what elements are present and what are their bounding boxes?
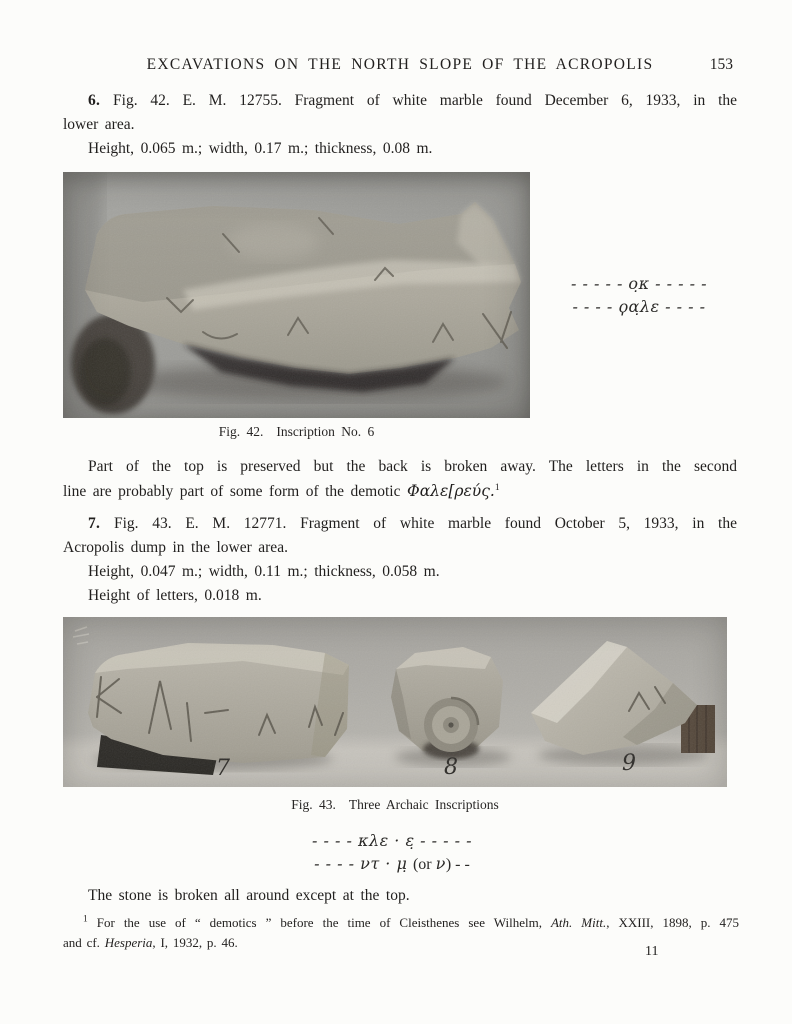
inscription-43-reading xyxy=(63,829,721,876)
entry-6 xyxy=(63,89,737,161)
entry-6-dimensions: Height, 0.065 m.; width, 0.17 m.; thickness, 0.08 m. xyxy=(88,140,433,157)
footnote-text: and cf. xyxy=(63,935,105,950)
greek-demotic: Φαλε[ρεύς. xyxy=(407,482,495,500)
entry-number: 6. xyxy=(88,92,101,109)
reading-greek: - - - - ντ · μ̣ xyxy=(314,854,413,873)
figure-42-caption xyxy=(63,424,530,440)
footnote-line-2 xyxy=(63,933,739,953)
entry-number: 7. xyxy=(88,515,101,532)
footnote-text: , XXIII, 1898, p. 475 xyxy=(606,915,739,930)
reading-roman: (or xyxy=(412,856,436,873)
running-title: EXCAVATIONS ON THE NORTH SLOPE OF THE ACROPOLIS xyxy=(146,56,654,73)
footnote-citation-italic: Hesperia xyxy=(104,935,153,950)
reading-line: - - - - ϙα̣λε - - - - xyxy=(572,297,706,316)
footnote-marker: 1 xyxy=(83,914,88,925)
commentary-line-2 xyxy=(63,479,737,504)
footnote-text: , I, 1932, p. 46. xyxy=(152,935,238,950)
commentary-text: line are probably part of some form of the demotic xyxy=(63,483,407,500)
stone-label-8: 8 xyxy=(444,755,458,780)
figure-title: Inscription No. 6 xyxy=(276,424,375,439)
footnote xyxy=(63,913,739,953)
footnote-line-1 xyxy=(63,913,739,933)
page-header xyxy=(63,56,737,74)
figure-label: Fig. 43. xyxy=(291,797,336,812)
entry-7-text: Fig. 43. E. M. 12771. Fragment of white marble found October 5, 1933, in the xyxy=(113,515,737,532)
stone-label-7: 7 xyxy=(216,756,230,781)
footnote-reference: 1 xyxy=(494,482,500,493)
footnote-citation-italic: Ath. Mitt. xyxy=(550,915,607,930)
marble-fragment-photo xyxy=(63,172,530,418)
entry-7 xyxy=(63,512,737,608)
three-fragments-photo xyxy=(63,617,727,787)
inscription-6-reading xyxy=(533,272,745,318)
sheet-number: 11 xyxy=(645,944,659,959)
entry-6-line-1 xyxy=(63,89,737,113)
entry-7-letter-height: Height of letters, 0.018 m. xyxy=(88,587,262,604)
footnote-text: For the use of “ demotics ” before the time of Cleisthenes see Wilhelm, xyxy=(87,915,551,930)
entry-7-line-2: Acropolis dump in the lower area. xyxy=(63,539,288,556)
figure-label: Fig. 42. xyxy=(218,424,264,439)
reading-greek: ν xyxy=(435,854,446,873)
reading-line: - - - - κλε · ε̣ - - - - - xyxy=(312,831,472,850)
reading-line xyxy=(63,852,721,876)
commentary-line: The stone is broken all around except at the top. xyxy=(88,887,410,904)
figure-43-caption xyxy=(63,797,727,813)
stone-label-9: 9 xyxy=(622,751,636,776)
entry-7-line-1 xyxy=(63,512,737,536)
page-number: 153 xyxy=(709,56,733,73)
figure-42-photo xyxy=(63,172,530,418)
figure-title: Three Archaic Inscriptions xyxy=(348,797,499,812)
reading-line: - - - - - ο̣κ - - - - - xyxy=(570,274,708,293)
entry-7-commentary xyxy=(63,884,737,908)
commentary-line-1: Part of the top is preserved but the back is broken away. The letters in the second xyxy=(88,458,737,475)
entry-6-text: Fig. 42. E. M. 12755. Fragment of white marble found December 6, 1933, in the xyxy=(113,92,737,109)
figure-43-photo xyxy=(63,617,727,787)
entry-6-commentary xyxy=(63,455,737,504)
reading-roman: ) - - xyxy=(445,856,470,873)
entry-7-dimensions: Height, 0.047 m.; width, 0.11 m.; thickness, 0.058 m. xyxy=(88,563,440,580)
entry-6-line-2: lower area. xyxy=(63,116,135,133)
